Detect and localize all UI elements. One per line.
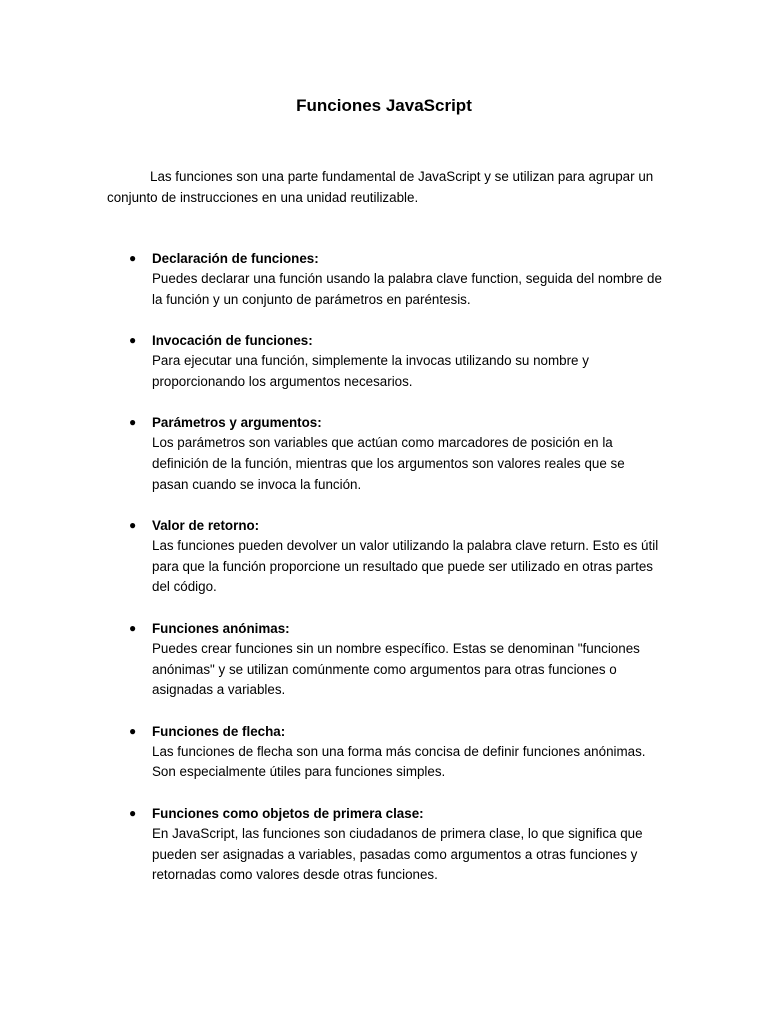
item-text: Puedes crear funciones sin un nombre específico. Estas se denominan "funciones anónimas" y se utilizan comúnmente como argumentos para otras funciones o asignadas a variables.	[152, 640, 640, 698]
item-text: Puedes declarar una función usando la palabra clave function, seguida del nombre de la función y un conjunto de parámetros en paréntesis.	[152, 271, 662, 307]
item-heading: Invocación de funciones:	[152, 333, 313, 349]
item-text: Las funciones de flecha son una forma más concisa de definir funciones anónimas. Son especialmente útiles para funciones simples.	[152, 743, 646, 780]
bullet-icon: ●	[129, 415, 137, 430]
bullet-icon: ●	[129, 251, 137, 265]
item-heading: Funciones como objetos de primera clase:	[152, 805, 424, 821]
bullet-icon: ●	[129, 518, 137, 533]
list-item	[0, 412, 768, 495]
list-item	[0, 330, 768, 392]
intro-paragraph: Las funciones son una parte fundamental de JavaScript y se utilizan para agrupar un conjunto de instrucciones en una unidad reutilizable.	[107, 169, 654, 205]
item-heading: Funciones de flecha:	[152, 723, 286, 739]
item-heading: Declaración de funciones:	[152, 251, 319, 266]
bullet-icon: ●	[129, 620, 137, 635]
item-text: Las funciones pueden devolver un valor utilizando la palabra clave return. Esto es útil para que la función proporcione un resultado que puede ser utilizado en otras partes del código.	[152, 538, 659, 595]
page-title: Funciones JavaScript	[296, 96, 472, 115]
list-item	[0, 248, 768, 310]
bullet-icon: ●	[129, 723, 137, 738]
item-text: Para ejecutar una función, simplemente la invocas utilizando su nombre y proporcionando los argumentos necesarios.	[152, 353, 589, 389]
list-item	[0, 803, 768, 886]
list-item	[0, 618, 768, 701]
bullet-icon: ●	[129, 805, 137, 820]
bullet-icon: ●	[129, 333, 137, 348]
item-heading: Valor de retorno:	[152, 518, 260, 534]
item-text: En JavaScript, las funciones son ciudadanos de primera clase, lo que significa que pueden ser asignadas a variables, pasadas como argumentos a otras funciones y retornadas como valores desde otras funciones.	[152, 825, 643, 883]
item-text: Los parámetros son variables que actúan como marcadores de posición en la definición de la función, mientras que los argumentos son valores reales que se pasan cuando se invoca la función.	[152, 435, 625, 492]
list-item	[0, 515, 768, 598]
item-heading: Funciones anónimas:	[152, 620, 290, 636]
list-item	[0, 721, 768, 783]
item-heading: Parámetros y argumentos:	[152, 415, 322, 431]
bullet-list	[0, 248, 768, 906]
